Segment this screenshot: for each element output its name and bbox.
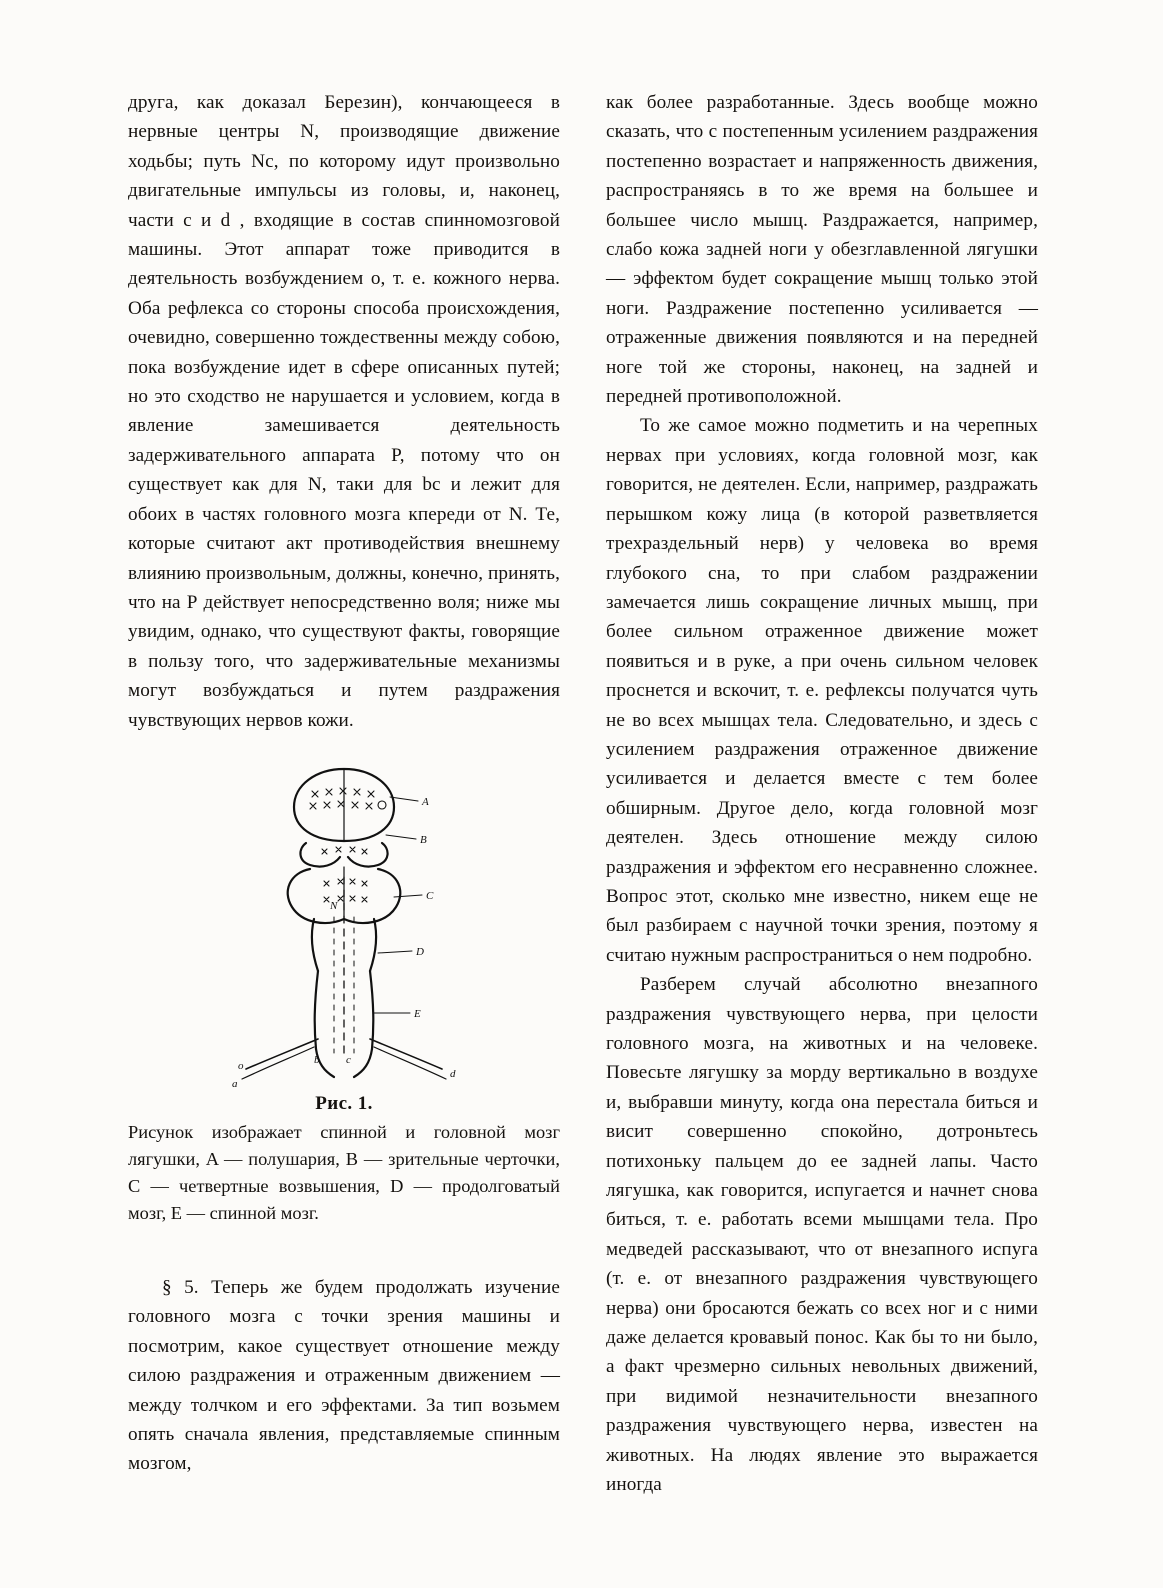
spacer <box>128 1227 560 1273</box>
right-paragraph-2: То же самое можно подметить и на черепных нервах при условиях, когда головной мозг, как говорится, не деятелен. Если, например, раздражать перышком кожу лица (в которой разветвляется трехраздельный нерв) у человека во время глубокого сна, то при слабом раздражении замечается лишь сокращение личных мышц, при более сильном отраженное движение может появиться и в руке, а при очень сильном человек проснется и вскочит, т. е. рефлексы получатся чуть не во всех мышцах тела. Следовательно, и здесь с усилением раздражения отраженное движение усиливается и делается вместе с тем более обширным. Другое дело, когда головной мозг деятелен. Здесь отношение между силою раздражения и эффектом его несравненно сложнее. Вопрос этот, сколько мне известно, никем еще не был разбираем с научной точки зрения, поэтому я считаю нужным распространиться о нем подробно. <box>606 415 1038 966</box>
svg-text:c: c <box>346 1053 351 1066</box>
left-paragraph-2: § 5. Теперь же будем продолжать изучение головного мозга с точки зрения машины и посмотрим, какое существует отношение между силою раздражения и отраженным движением — между толчком и его эффектами. За тип возьмем опять сначала явления, представляемые спинным мозгом, <box>128 1276 560 1475</box>
svg-text:B: B <box>420 833 427 846</box>
svg-text:E: E <box>414 1007 421 1020</box>
svg-text:b: b <box>314 1053 320 1066</box>
right-column <box>606 88 1038 1518</box>
svg-text:A: A <box>422 795 429 808</box>
svg-text:C: C <box>426 889 434 902</box>
left-column <box>128 88 560 1518</box>
svg-text:o: o <box>238 1059 244 1072</box>
svg-text:N: N <box>330 899 338 912</box>
figure-1 <box>128 757 560 1227</box>
brain-spinal-cord-diagram <box>194 757 494 1087</box>
right-paragraph-1: как более разработанные. Здесь вообще можно сказать, что с постепенным усилением раздражения постепенно возрастает и напряженность движения, распространяясь в то же время на большее и большее число мышц. Раздражается, например, слабо кожа задней ноги у обезглавленной лягушки — эффектом будет сокращение мышц только этой ноги. Раздражение постепенно усиливается — отраженные движения появляются и на передней ноге той же стороны, наконец, на задней и передней противоположной. <box>606 92 1038 408</box>
two-column-body <box>128 88 1038 1518</box>
svg-text:a: a <box>232 1077 238 1087</box>
left-paragraph-1: друга, как доказал Березин), кончающееся в нервные центры N, производящие движение ходьбы; путь Nc, по которому идут произвольно двигательные импульсы из головы, и, наконец, части c и d , входящие в состав спинномозговой машины. Этот аппарат тоже приводится в деятельность возбуждением o, т. е. кожного нерва. Оба рефлекса со стороны способа происхождения, очевидно, совершенно тождественны между собою, пока возбуждение идет в сфере описанных путей; но это сходство не нарушается и условием, когда в явление замешивается деятельность задерживательного аппарата P, потому что он существует как для N, таки для bc и лежит для обоих в частях головного мозга кпереди от N. Те, которые считают акт противодействия внешнему влиянию произвольным, должны, конечно, принять, что на Р действует непосредственно воля; ниже мы увидим, однако, что существуют факты, говорящие в пользу того, что задерживательные механизмы могут возбуждаться и путем раздражения чувствующих нервов кожи. <box>128 92 560 731</box>
right-paragraph-3: Разберем случай абсолютно внезапного раздражения чувствующего нерва, при целости головного мозга, на животных и на человеке. Повесьте лягушку за морду вертикально в воздухе и, выбравши минуту, когда она перестала биться и висит совершенно спокойно, дотроньтесь потихоньку пальцем до ее задней лапы. Часто лягушка, как говорится, испугается и начнет снова биться, т. е. работать всеми мышцами тела. Про медведей рассказывают, что от внезапного испуга (т. е. от внезапного раздражения чувствующего нерва) они бросаются бежать со всех ног и с ними даже делается кровавый понос. Как бы то ни было, а факт чрезмерно сильных невольных движений, при видимой незначительности внезапного раздражения чувствующего нерва, известен на животных. На людях явление это выражается иногда <box>606 974 1038 1496</box>
svg-text:D: D <box>416 945 424 958</box>
figure-caption: Рисунок изображает спинной и головной мозг лягушки, A — полушария, B — зрительные черточки, C — четвертные возвышения, D — продолговатый мозг, E — спинной мозг. <box>128 1121 560 1223</box>
svg-text:d: d <box>450 1067 456 1080</box>
figure-title: Рис. 1. <box>315 1092 373 1114</box>
